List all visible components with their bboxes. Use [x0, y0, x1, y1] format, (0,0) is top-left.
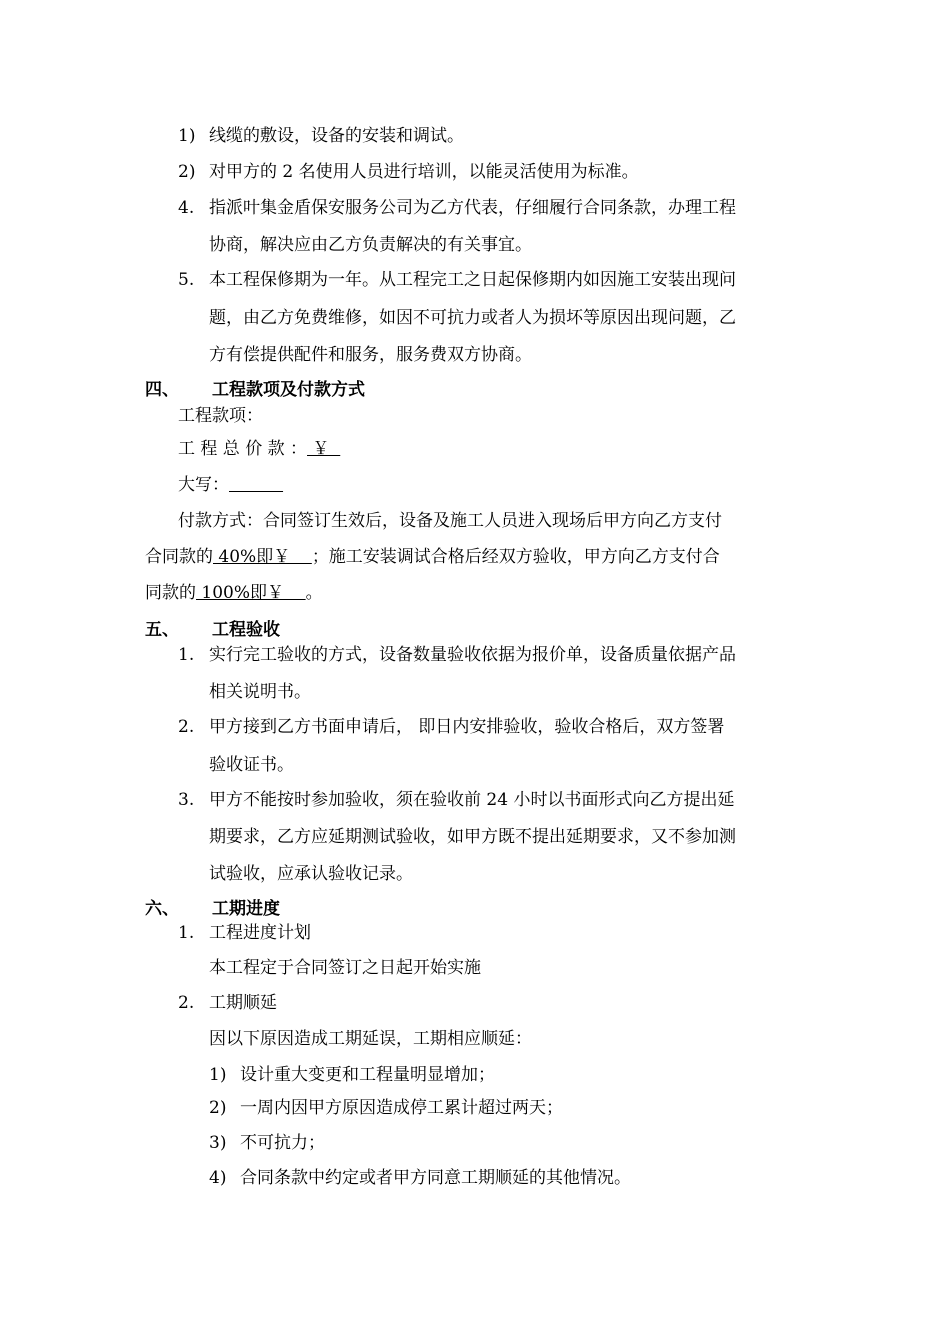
sub-list-item: 4) 合同条款中约定或者甲方同意工期顺延的其他情况。: [209, 1168, 631, 1188]
list-item-continuation: 验收证书。: [209, 755, 294, 775]
list-item: 2. 工期顺延: [178, 993, 277, 1013]
daxie-value: [229, 475, 283, 495]
list-item-continuation: 试验收，应承认验收记录。: [209, 864, 413, 884]
total-price-line: 工 程 总 价 款 ： ￥: [178, 439, 341, 459]
payment-text: 合同款的 40%即￥ ；施工安装调试合格后经双方验收，甲方向乙方支付合: [145, 547, 720, 567]
body-text: 本工程定于合同签订之日起开始实施: [209, 958, 481, 978]
list-item-continuation: 方有偿提供配件和服务，服务费双方协商。: [209, 345, 532, 365]
sub-list-item: 2) 一周内因甲方原因造成停工累计超过两天；: [209, 1098, 563, 1118]
body-text: 因以下原因造成工期延误，工期相应顺延：: [209, 1029, 532, 1049]
list-item-continuation: 相关说明书。: [209, 682, 311, 702]
list-item: 4. 指派叶集金盾保安服务公司为乙方代表，仔细履行合同条款，办理工程: [178, 198, 736, 218]
total-price-value: ￥: [307, 439, 341, 459]
list-item-continuation: 协商，解决应由乙方负责解决的有关事宜。: [209, 235, 532, 255]
list-item: 2) 对甲方的 2 名使用人员进行培训，以能灵活使用为标准。: [178, 162, 639, 182]
list-item: 1. 工程进度计划: [178, 923, 311, 943]
list-item: 5. 本工程保修期为一年。从工程完工之日起保修期内如因施工安装出现问: [178, 270, 736, 290]
fee-label: 工程款项：: [178, 406, 263, 426]
list-item-continuation: 期要求，乙方应延期测试验收，如甲方既不提出延期要求，又不参加测: [209, 827, 736, 847]
list-item: 1) 线缆的敷设，设备的安装和调试。: [178, 126, 464, 146]
sub-list-item: 1) 设计重大变更和工程量明显增加；: [209, 1065, 495, 1085]
section-heading: 四、 工程款项及付款方式: [145, 380, 365, 400]
list-item-continuation: 题，由乙方免费维修，如因不可抗力或者人为损坏等原因出现问题，乙: [209, 308, 736, 328]
list-item: 3. 甲方不能按时参加验收，须在验收前 24 小时以书面形式向乙方提出延: [178, 790, 735, 810]
daxie-line: 大写：: [178, 473, 283, 497]
section-heading: 五、 工程验收: [145, 620, 280, 640]
payment-text: 同款的 100%即￥ 。: [145, 583, 323, 603]
list-item: 2. 甲方接到乙方书面申请后， 即日内安排验收，验收合格后，双方签署: [178, 717, 725, 737]
payment-text: 付款方式：合同签订生效后，设备及施工人员进入现场后甲方向乙方支付: [178, 511, 722, 531]
section-heading: 六、 工期进度: [145, 899, 280, 919]
sub-list-item: 3) 不可抗力；: [209, 1133, 325, 1153]
final-payment: 100%即￥: [196, 583, 306, 603]
advance-payment: 40%即￥: [213, 547, 312, 567]
list-item: 1. 实行完工验收的方式，设备数量验收依据为报价单，设备质量依据产品: [178, 645, 736, 665]
